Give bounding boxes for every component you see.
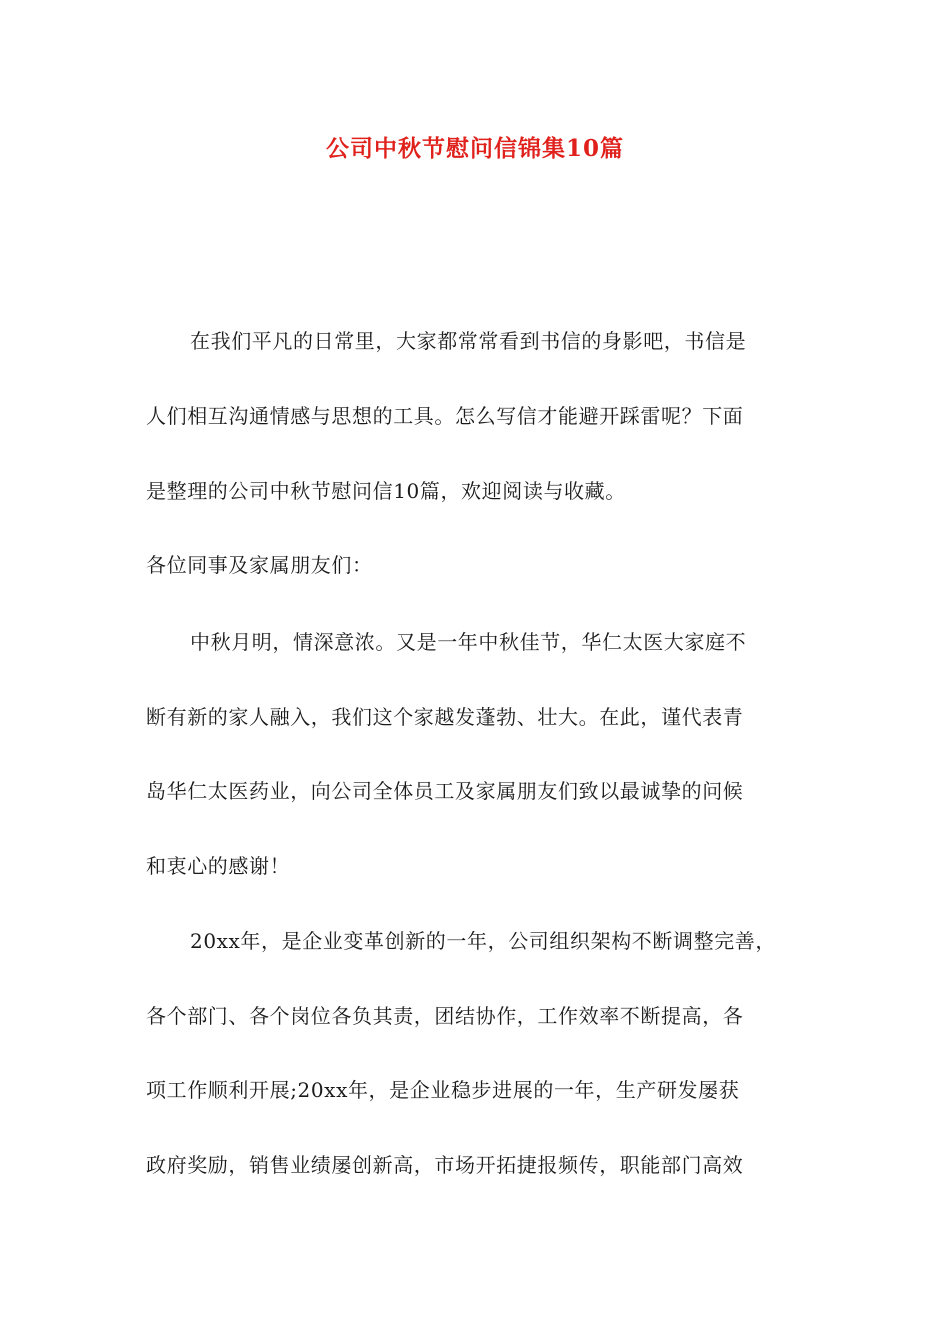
paragraph-line: 和衷心的感谢！ <box>146 854 291 878</box>
paragraph-line: 政府奖励，销售业绩屡创新高，市场开拓捷报频传，职能部门高效 <box>146 1153 744 1177</box>
paragraph-line: 在我们平凡的日常里，大家都常常看到书信的身影吧，书信是 <box>190 329 747 353</box>
paragraph-line: 项工作顺利开展;20xx年，是企业稳步进展的一年，生产研发屡获 <box>146 1078 740 1102</box>
paragraph-line: 20xx年，是企业变革创新的一年，公司组织架构不断调整完善， <box>190 929 777 953</box>
paragraph-line: 各个部门、各个岗位各负其责，团结协作，工作效率不断提高，各 <box>146 1004 744 1028</box>
paragraph-line: 中秋月明，情深意浓。又是一年中秋佳节，华仁太医大家庭不 <box>190 630 747 654</box>
paragraph-line: 人们相互沟通情感与思想的工具。怎么写信才能避开踩雷呢？下面 <box>146 404 744 428</box>
document-title: 公司中秋节慰问信锦集10篇 <box>325 135 624 162</box>
paragraph-line: 断有新的家人融入，我们这个家越发蓬勃、壮大。在此，谨代表青 <box>146 705 744 729</box>
paragraph-line: 是整理的公司中秋节慰问信10篇，欢迎阅读与收藏。 <box>146 479 626 503</box>
paragraph-line: 岛华仁太医药业，向公司全体员工及家属朋友们致以最诚挚的问候 <box>146 779 744 803</box>
salutation-line: 各位同事及家属朋友们： <box>146 553 373 577</box>
